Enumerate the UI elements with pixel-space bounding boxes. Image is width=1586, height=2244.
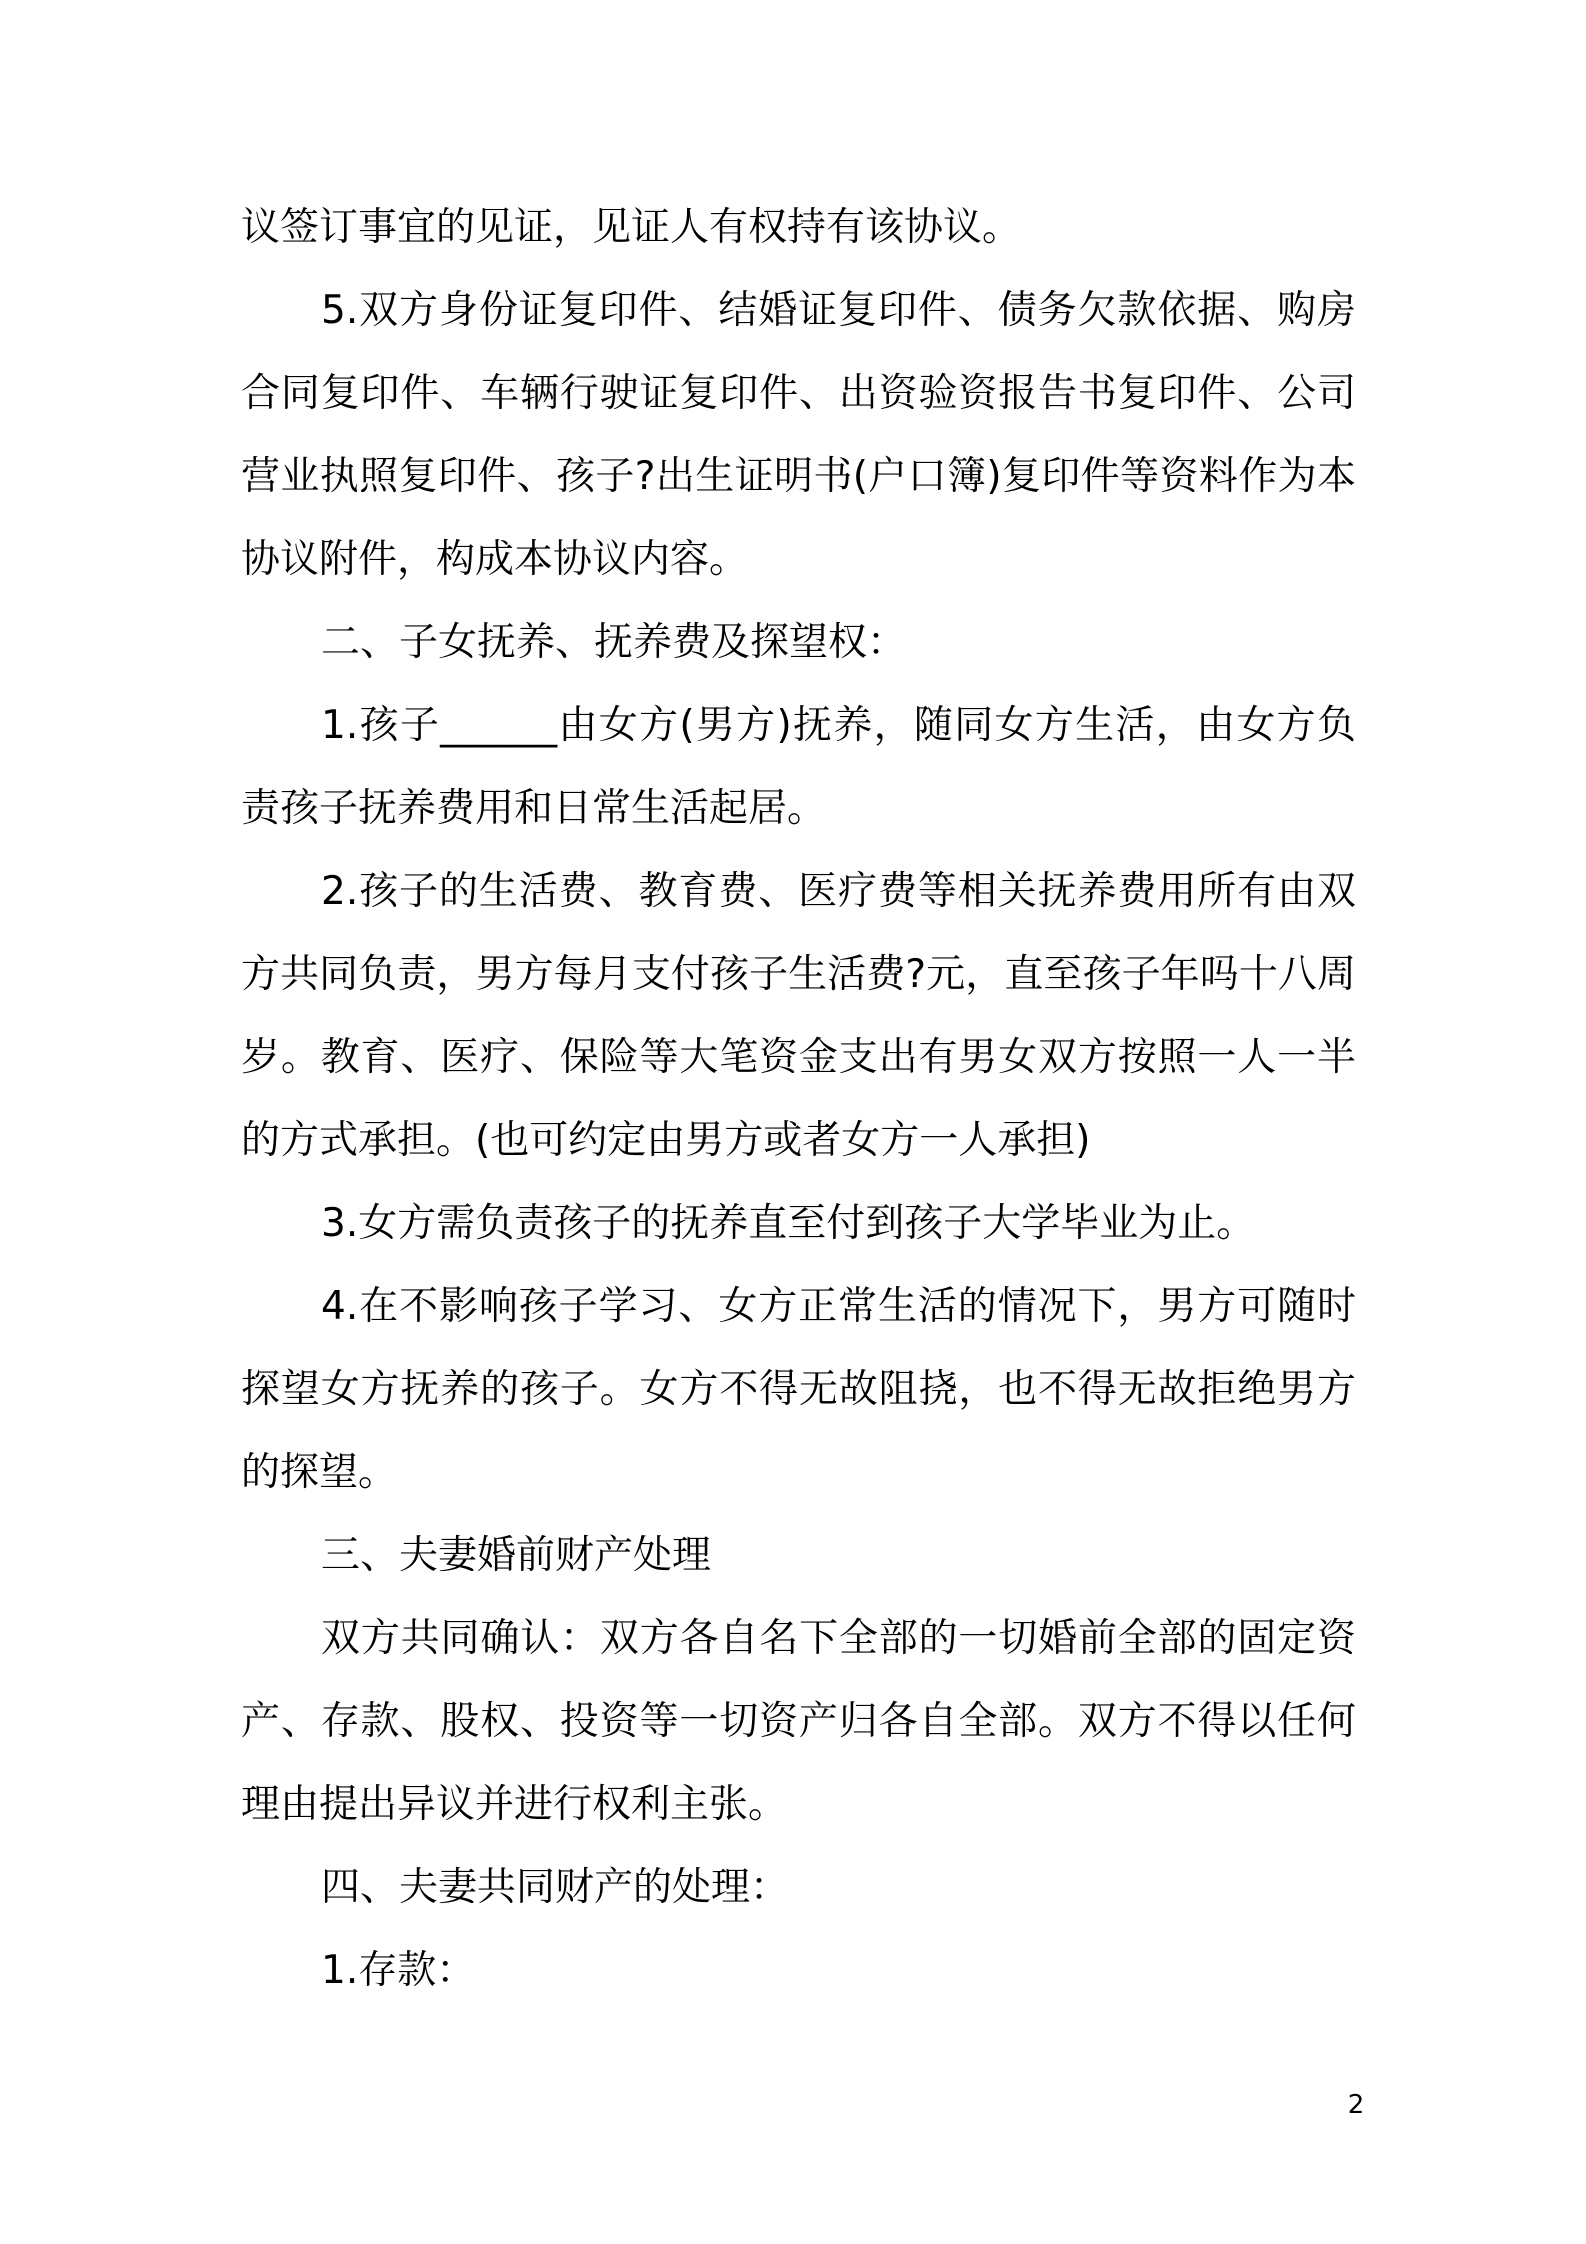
paragraph-custody-item-2: 2.孩子的生活费、教育费、医疗费等相关抚养费用所有由双方共同负责，男方每月支付孩子生活费?元，直至孩子年吗十八周岁。教育、医疗、保险等大笔资金支出有男女双方按照一人一半的方式承担。(也可约定由男方或者女方一人承担): [241, 869, 1356, 1163]
paragraph-attachments-clause: 5.双方身份证复印件、结婚证复印件、债务欠款依据、购房合同复印件、车辆行驶证复印件、出资验资报告书复印件、公司营业执照复印件、孩子?出生证明书(户口簿)复印件等资料作为本协议附件，构成本协议内容。: [241, 288, 1356, 582]
section-heading-joint-property: 四、夫妻共同财产的处理：: [321, 1865, 790, 1910]
page-number: 2: [1347, 2090, 1365, 2120]
section-heading-child-custody: 二、子女抚养、抚养费及探望权：: [321, 620, 907, 665]
paragraph-custody-item-3: 3.女方需负责孩子的抚养直至付到孩子大学毕业为止。: [321, 1201, 1256, 1246]
document-body: [241, 186, 1356, 2012]
section-heading-premarital-property: 三、夫妻婚前财产处理: [321, 1533, 712, 1578]
paragraph-premarital-property: 双方共同确认：双方各自名下全部的一切婚前全部的固定资产、存款、股权、投资等一切资产归各自全部。双方不得以任何理由提出异议并进行权利主张。: [241, 1616, 1356, 1827]
paragraph-witness-clause: 议签订事宜的见证，见证人有权持有该协议。: [241, 205, 1022, 250]
paragraph-custody-item-1: 1.孩子______由女方(男方)抚养，随同女方生活，由女方负责孩子抚养费用和日常生活起居。: [241, 703, 1356, 831]
paragraph-custody-item-4: 4.在不影响孩子学习、女方正常生活的情况下，男方可随时探望女方抚养的孩子。女方不得无故阻挠，也不得无故拒绝男方的探望。: [241, 1284, 1356, 1495]
paragraph-deposits-item: 1.存款：: [321, 1948, 476, 1993]
